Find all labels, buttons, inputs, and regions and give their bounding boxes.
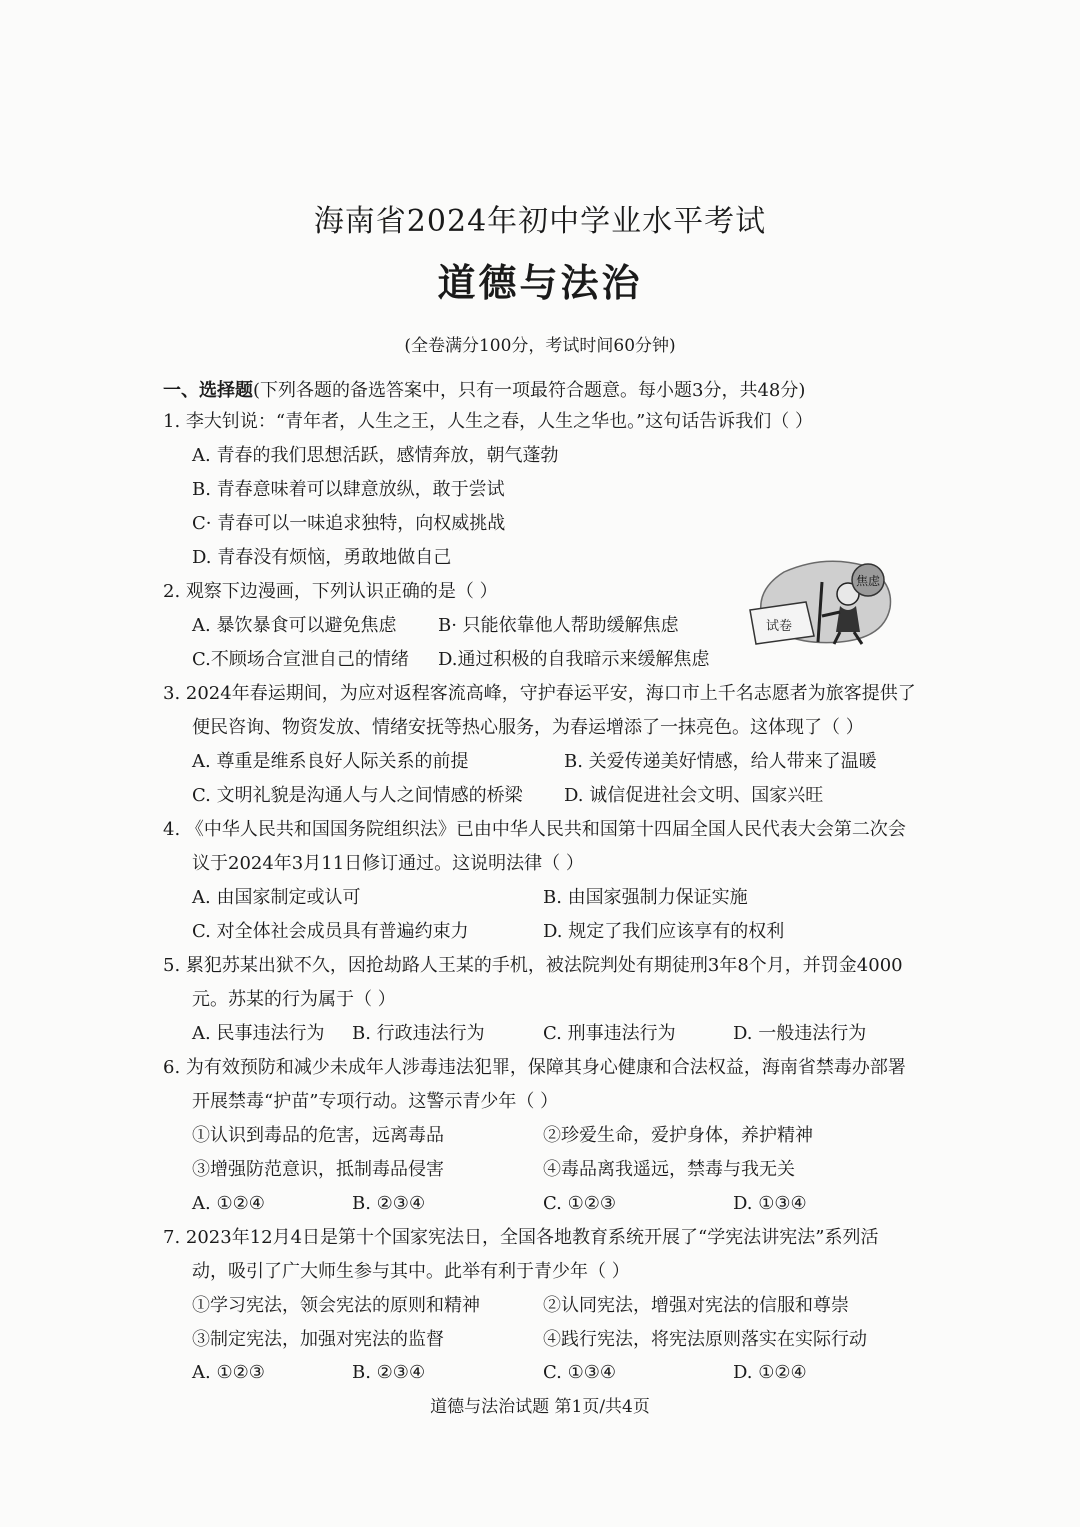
question-2-option-d: D.通过积极的自我暗示来缓解焦虑 — [438, 649, 710, 670]
question-3-option-a: A. 尊重是维系良好人际关系的前提 — [192, 751, 469, 772]
question-5-option-a: A. 民事违法行为 — [192, 1023, 325, 1044]
question-6-stem-line-2: 开展禁毒“护苗”专项行动。这警示青少年（ ） — [192, 1091, 559, 1112]
question-2-option-a: A. 暴饮暴食可以避免焦虑 — [192, 615, 397, 636]
question-7-option-d: D. ①②④ — [733, 1362, 807, 1383]
exam-note: (全卷满分100分，考试时间60分钟) — [404, 336, 676, 356]
anxiety-cartoon — [744, 552, 900, 648]
subject-title: 道德与法治 — [437, 260, 643, 305]
question-6-statement-4: ④毒品离我遥远，禁毒与我无关 — [543, 1159, 795, 1180]
question-7-statement-3: ③制定宪法，加强对宪法的监督 — [192, 1329, 444, 1350]
question-6-statement-1: ①认识到毒品的危害，远离毒品 — [192, 1125, 444, 1146]
question-5-option-c: C. 刑事违法行为 — [543, 1023, 676, 1044]
question-6-stem-line-1: 6. 为有效预防和减少未成年人涉毒违法犯罪，保障其身心健康和合法权益，海南省禁毒办部署 — [163, 1057, 906, 1078]
question-4-stem-line-1: 4. 《中华人民共和国国务院组织法》已由中华人民共和国第十四届全国人民代表大会第二次会 — [163, 819, 906, 840]
question-4-stem-line-2: 议于2024年3月11日修订通过。这说明法律（ ） — [192, 853, 584, 874]
question-3-option-b: B. 关爱传递美好情感，给人带来了温暖 — [564, 751, 877, 772]
question-3-stem-line-1: 3. 2024年春运期间，为应对返程客流高峰，守护春运平安，海口市上千名志愿者为旅客提供了 — [163, 683, 916, 704]
question-6-option-c: C. ①②③ — [543, 1193, 616, 1214]
question-7-option-c: C. ①③④ — [543, 1362, 616, 1383]
question-2-stem: 2. 观察下边漫画，下列认识正确的是（ ） — [163, 581, 498, 602]
question-4-option-b: B. 由国家强制力保证实施 — [543, 887, 748, 908]
question-3-stem-line-2: 便民咨询、物资发放、情绪安抚等热心服务，为春运增添了一抹亮色。这体现了（ ） — [192, 717, 864, 738]
cartoon-label-exam: 试卷 — [766, 619, 793, 634]
question-5-option-b: B. 行政违法行为 — [352, 1023, 485, 1044]
question-7-stem-line-1: 7. 2023年12月4日是第十个国家宪法日，全国各地教育系统开展了“学宪法讲宪法”系列活 — [163, 1227, 879, 1248]
question-5-option-d: D. 一般违法行为 — [733, 1023, 867, 1044]
section-instructions: (下列各题的备选答案中，只有一项最符合题意。每小题3分，共48分) — [253, 380, 806, 401]
question-2-option-c: C.不顾场合宣泄自己的情绪 — [192, 649, 409, 670]
question-2-option-b: B· 只能依靠他人帮助缓解焦虑 — [438, 615, 679, 636]
question-6-option-b: B. ②③④ — [352, 1193, 426, 1214]
question-4-option-c: C. 对全体社会成员具有普遍约束力 — [192, 921, 469, 942]
section-title: 一、选择题 — [163, 380, 253, 401]
section-heading — [163, 376, 805, 402]
question-6-statement-3: ③增强防范意识，抵制毒品侵害 — [192, 1159, 444, 1180]
question-1-option-c: C· 青春可以一味追求独特，向权威挑战 — [192, 513, 506, 534]
question-4-option-d: D. 规定了我们应该享有的权利 — [543, 921, 785, 942]
cartoon-label-anxiety: 焦虑 — [856, 574, 881, 588]
page-footer: 道德与法治试题 第1页/共4页 — [430, 1397, 650, 1417]
question-7-statement-4: ④践行宪法，将宪法原则落实在实际行动 — [543, 1329, 867, 1350]
cartoon-illustration — [744, 552, 900, 648]
question-6-statement-2: ②珍爱生命，爱护身体，养护精神 — [543, 1125, 813, 1146]
question-7-statement-2: ②认同宪法，增强对宪法的信服和尊崇 — [543, 1295, 849, 1316]
question-6-option-a: A. ①②④ — [192, 1193, 265, 1214]
question-1-option-b: B. 青春意味着可以肆意放纵，敢于尝试 — [192, 479, 505, 500]
question-3-option-d: D. 诚信促进社会文明、国家兴旺 — [564, 785, 824, 806]
exam-title: 海南省2024年初中学业水平考试 — [313, 204, 767, 239]
question-7-statement-1: ①学习宪法，领会宪法的原则和精神 — [192, 1295, 480, 1316]
question-4-option-a: A. 由国家制定或认可 — [192, 887, 361, 908]
question-1-option-d: D. 青春没有烦恼，勇敢地做自己 — [192, 547, 452, 568]
question-7-option-a: A. ①②③ — [192, 1362, 265, 1383]
question-3-option-c: C. 文明礼貌是沟通人与人之间情感的桥梁 — [192, 785, 523, 806]
question-7-option-b: B. ②③④ — [352, 1362, 426, 1383]
question-5-stem-line-2: 元。苏某的行为属于（ ） — [192, 989, 396, 1010]
question-5-stem-line-1: 5. 累犯苏某出狱不久，因抢劫路人王某的手机，被法院判处有期徒刑3年8个月，并罚金4000 — [163, 955, 903, 976]
question-1-option-a: A. 青春的我们思想活跃，感情奔放，朝气蓬勃 — [192, 445, 559, 466]
question-7-stem-line-2: 动，吸引了广大师生参与其中。此举有利于青少年（ ） — [192, 1261, 630, 1282]
question-1-stem: 1. 李大钊说：“青年者，人生之王，人生之春，人生之华也。”这句话告诉我们（ ） — [163, 411, 814, 432]
question-6-option-d: D. ①③④ — [733, 1193, 807, 1214]
